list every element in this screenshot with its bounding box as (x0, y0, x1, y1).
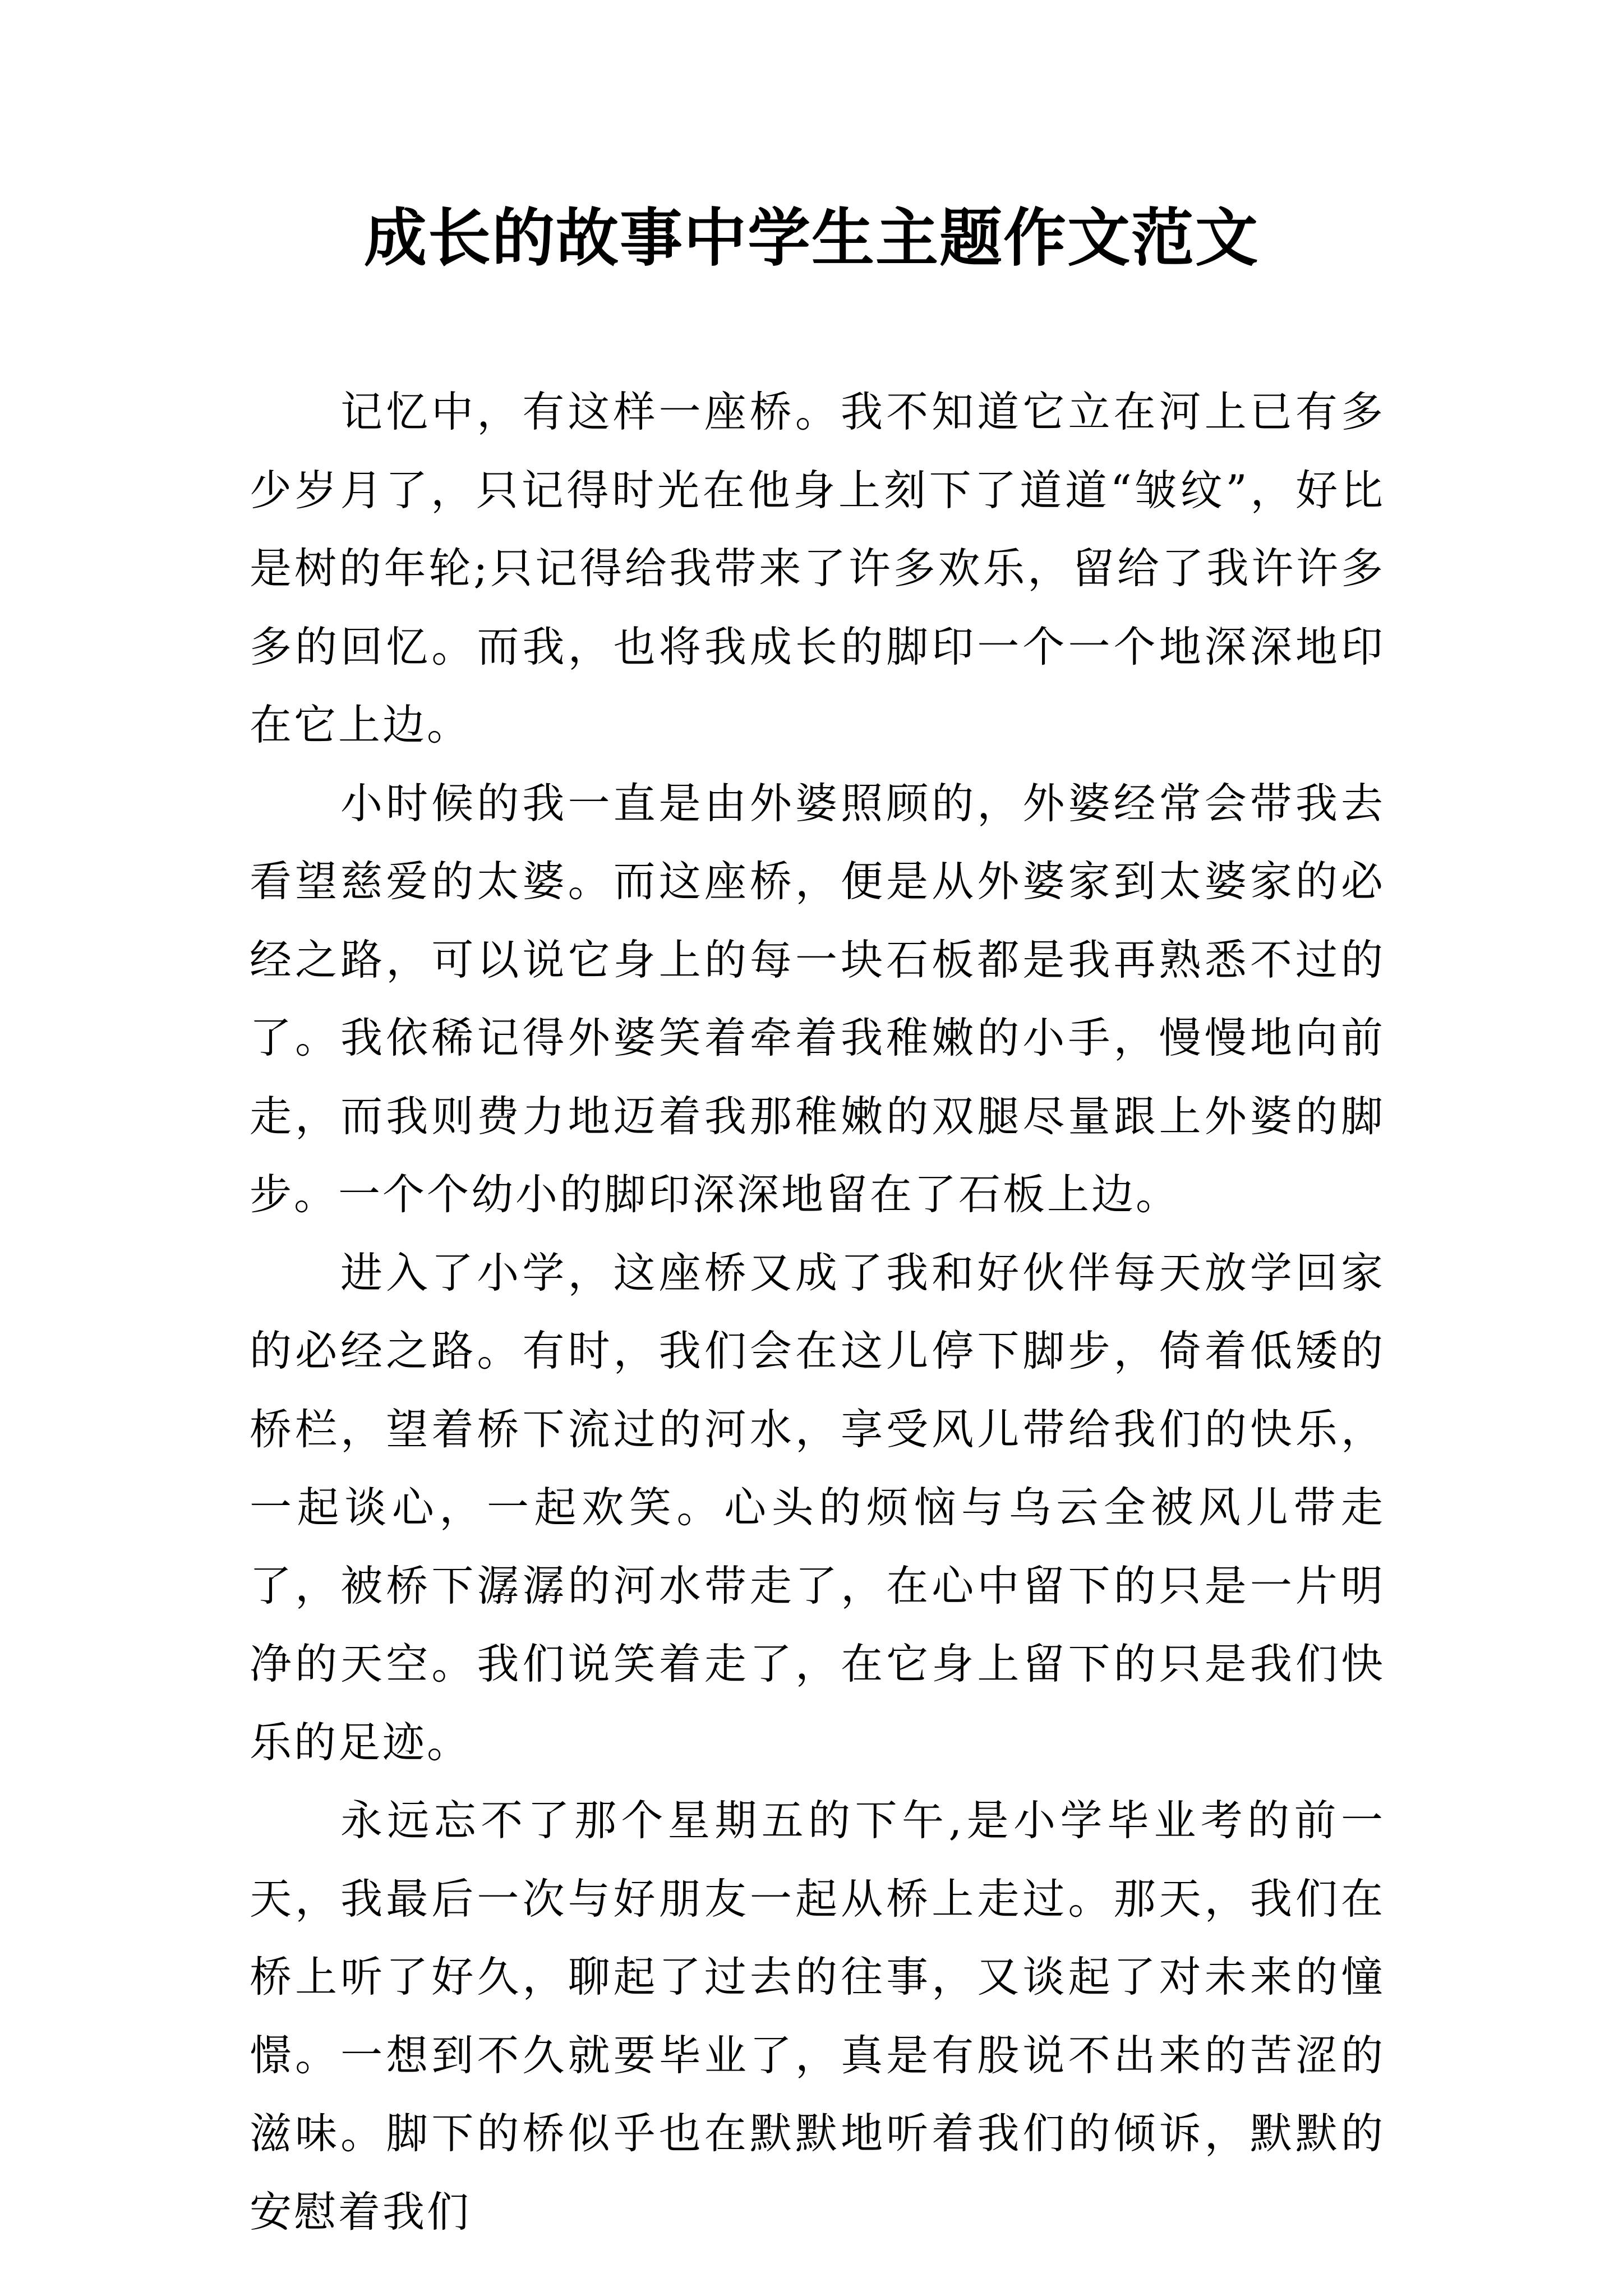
paragraph-2: 小时候的我一直是由外婆照顾的，外婆经常会带我去看望慈爱的太婆。而这座桥，便是从外婆家到太婆家的必经之路，可以说它身上的每一块石板都是我再熟悉不过的了。我依稀记得外婆笑着牵着我稚嫩的小手，慢慢地向前走，而我则费力地迈着我那稚嫩的双腿尽量跟上外婆的脚步。一个个幼小的脚印深深地留在了石板上边。 (250, 778, 1385, 1219)
document-title: 成长的故事中学生主题作文范文 (364, 201, 1259, 275)
paragraph-1: 记忆中，有这样一座桥。我不知道它立在河上已有多少岁月了，只记得时光在他身上刻下了道道“皱纹”，好比是树的年轮;只记得给我带来了许多欢乐，留给了我许许多多的回忆。而我，也将我成长的脚印一个一个地深深地印在它上边。 (250, 387, 1385, 749)
paragraph-4: 永远忘不了那个星期五的下午,是小学毕业考的前一天，我最后一次与好朋友一起从桥上走过。那天，我们在桥上听了好久，聊起了过去的往事，又谈起了对未来的憧憬。一想到不久就要毕业了，真是有股说不出来的苦涩的滋味。脚下的桥似乎也在默默地听着我们的倾诉，默默的安慰着我们 (250, 1796, 1385, 2237)
paragraph-3: 进入了小学，这座桥又成了我和好伙伴每天放学回家的必经之路。有时，我们会在这儿停下脚步，倚着低矮的桥栏，望着桥下流过的河水，享受风儿带给我们的快乐，一起谈心，一起欢笑。心头的烦恼与乌云全被风儿带走了，被桥下潺潺的河水带走了，在心中留下的只是一片明净的天空。我们说笑着走了，在它身上留下的只是我们快乐的足迹。 (250, 1248, 1385, 1767)
document-body (250, 373, 1385, 2251)
